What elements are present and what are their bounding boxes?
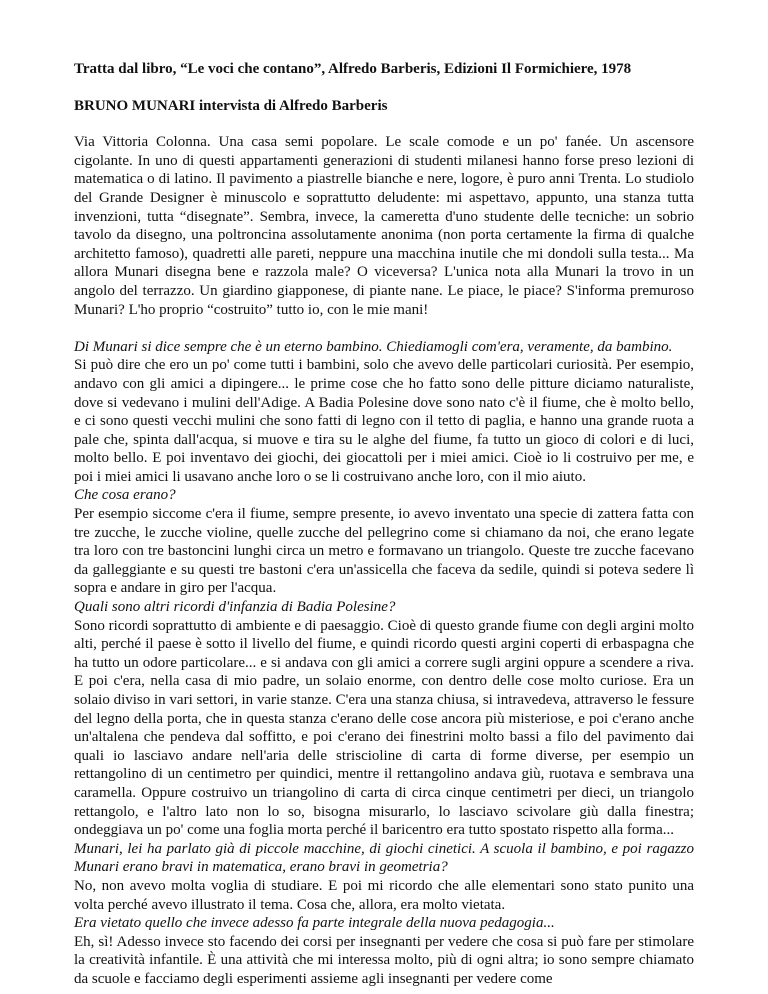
question-2: Che cosa erano? (74, 487, 176, 504)
answer-2: Per esempio siccome c'era il fiume, sempre presente, io avevo inventato una specie di zattera fatta con tre zucche, le zucche violine, quelle zucche del pellegrino come si chiamano da noi, che erano legate tra loro con tre bastoncini lunghi circa un metro e formavano un triangolo. Queste tre zucche facevano da galleggiante e su questi tre bastoni c'era un'assicella che faceva da sedile, quindi si poteva sedere lì sopra e andare in giro per l'acqua. (74, 506, 694, 597)
source-line: Tratta dal libro, “Le voci che contano”, Alfredo Barberis, Edizioni Il Formichiere, 1978 (74, 61, 632, 77)
answer-1: Si può dire che ero un po' come tutti i bambini, solo che avevo delle particolari curiosità. Per esempio, andavo con gli amici a dipingere... le prime cose che ho fatto sono delle pitture diciamo naturaliste, dove si vedevano i mulini dell'Adige. A Badia Polesine dove sono nato c'è il fiume, che è molto bello, e ci sono questi vecchi mulini che sono fatti di legno con il tetto di paglia, e hanno una grande ruota a pale che, spinta dall'acqua, si muove e tira su le alghe del fiume, fa tutto un gioco di colori e di luci, molto bello. E poi inventavo dei giochi, dei giocattoli per i miei amici. Cioè io li costruivo per me, e poi i miei amici li usavano anche loro o se li costruivano anche loro, con il mio aiuto. (74, 357, 694, 485)
document-title: BRUNO MUNARI intervista di Alfredo Barberis (74, 97, 388, 114)
question-1: Di Munari si dice sempre che è un eterno bambino. Chiediamogli com'era, veramente, da bambino. (74, 338, 673, 355)
answer-3: Sono ricordi soprattutto di ambiente e di paesaggio. Cioè di questo grande fiume con degli argini molto alti, perché il paese è sotto il livello del fiume, e quindi ricordo questi argini coperti di erbaspagna che ha tutto un odore particolare... e si andava con gli amici a correre sugli argini oppure a scendere a riva. E poi c'era, nella casa di mio padre, un solaio enorme, con dentro delle cose molto curiose. Era un solaio diviso in vari settori, in varie stanze. C'era una stanza chiusa, si intravedeva, attraverso le fessure del legno della porta, che in questa stanza c'erano delle cose ancora più misteriose, e poi c'erano anche un'altalena che pendeva dal soffitto, e poi c'erano dei finestrini molto bassi a filo del pavimento dai quali io lasciavo andare nell'aria delle striscioline di carta di forme diverse, per esempio un rettangolino di un centimetro per quindici, mentre il rettangolino andava giù, ruotava e sembrava una caramella. Oppure costruivo un triangolino di carta di circa cinque centimetri per dieci, un triangolo rettangolo, e l'altro lato non lo so, bisogna misurarlo, lo lasciavo scivolare giù dalla finestra; ondeggiava un po' come una foglia morta perché il baricentro era tutto spostato rispetto alla forma... (74, 617, 695, 839)
answer-5: Eh, sì! Adesso invece sto facendo dei corsi per insegnanti per vedere che cosa si può fare per stimolare la creatività infantile. È una attività che mi interessa molto, più di ogni altra; io sono sempre chiamato da scuole e facciamo degli esperimenti assieme agli insegnanti per vedere come (74, 933, 694, 987)
answer-4: No, non avevo molta voglia di studiare. E poi mi ricordo che alle elementari sono stato punito una volta perché avevo illustrato il tema. Cosa che, allora, era molto vietata. (74, 877, 694, 913)
question-3: Quali sono altri ricordi d'infanzia di Badia Polesine? (74, 599, 396, 616)
question-5: Era vietato quello che invece adesso fa parte integrale della nuova pedagogia... (74, 915, 555, 932)
intro-paragraph: Via Vittoria Colonna. Una casa semi popolare. Le scale comode e un po' fanée. Un ascensore cigolante. In uno di questi appartamenti generazioni di studenti milanesi hanno forse preso lezioni di matematica o di latino. Il pavimento a piastrelle bianche e nere, logore, è puro anni Trenta. Lo studiolo del Grande Designer è minuscolo e soprattutto deludente: mi aspettavo, appunto, una stanza tutta invenzioni, tutta “disegnate”. Sembra, invece, la cameretta d'uno studente delle tecniche: un sobrio tavolo da disegno, una poltroncina assolutamente anonima (non porta certamente la firma di qualche architetto famoso), quadretti alle pareti, neppure una macchina inutile che mi dondoli sulla testa... Ma allora Munari disegna bene e razzola male? O viceversa? L'unica nota alla Munari la trovo in un angolo del terrazzo. Un giardino giapponese, di piante nane. Le piace, le piace? S'informa premuroso Munari? L'ho proprio “costruito” tutto io, con le mie mani! (74, 134, 694, 318)
question-4: Munari, lei ha parlato già di piccole macchine, di giochi cinetici. A scuola il bambino, e poi ragazzo Munari erano bravi in matematica, erano bravi in geometria? (74, 840, 694, 876)
